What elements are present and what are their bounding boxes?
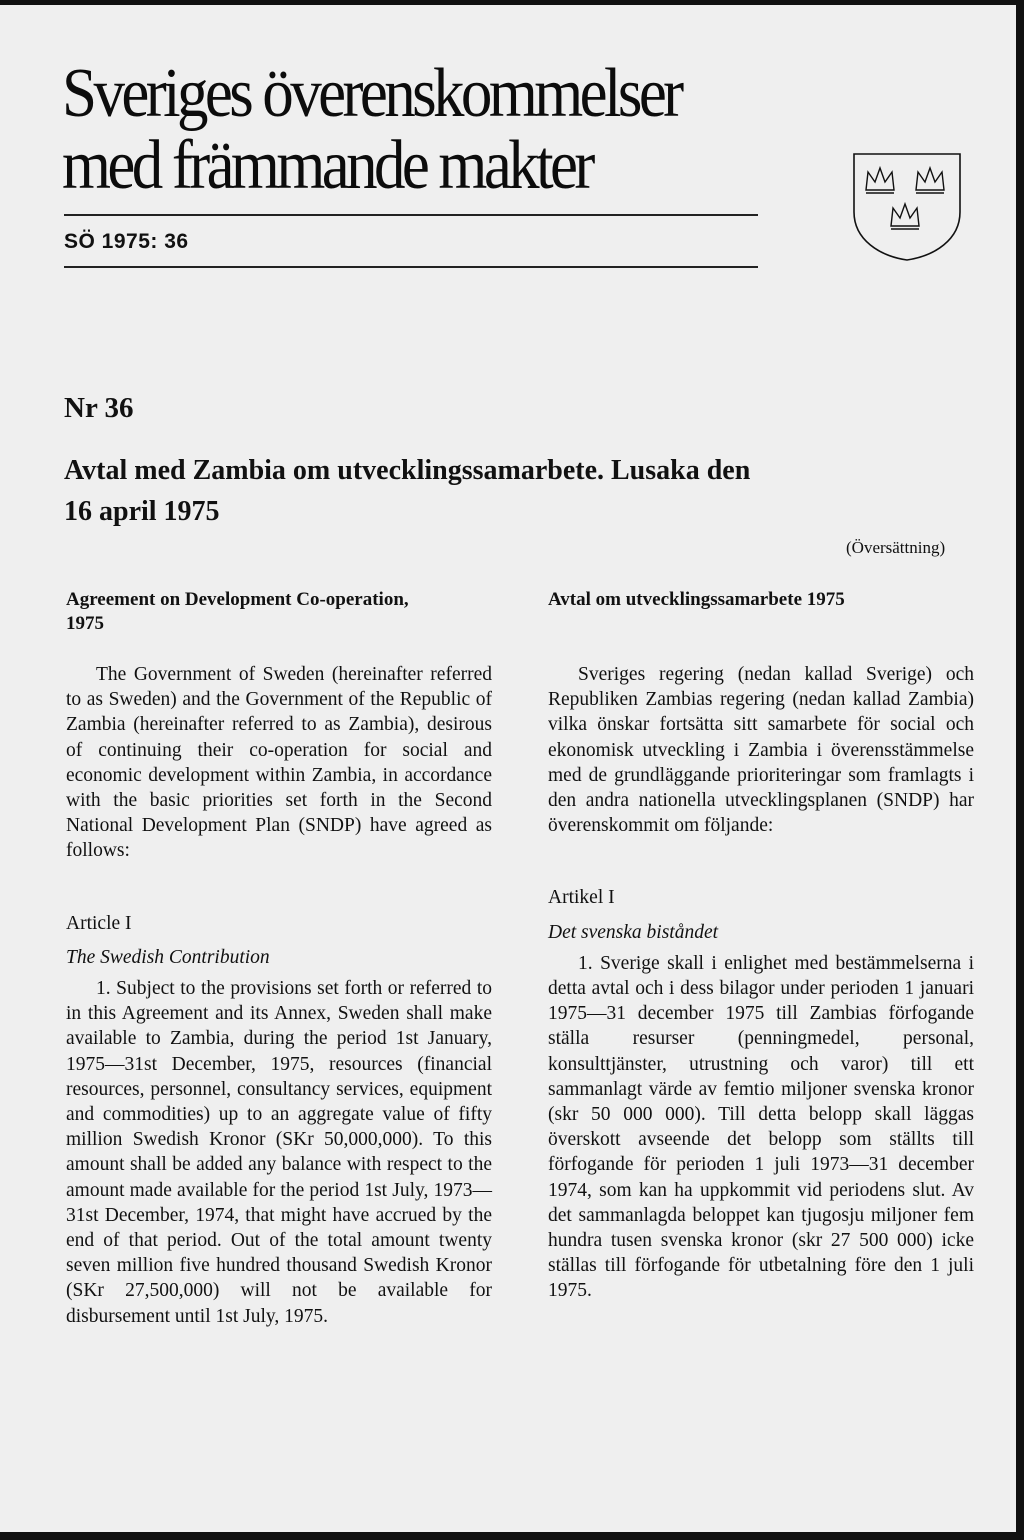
document-title-line-1: Avtal med Zambia om utvecklingssamarbete. Lusaka den <box>64 455 751 486</box>
english-article-title: The Swedish Contribution <box>66 946 270 968</box>
swedish-article-title: Det svenska biståndet <box>548 921 719 943</box>
masthead-line-2: med främmande makter <box>62 127 592 204</box>
english-article-number: Article I <box>66 912 132 934</box>
document-number: Nr 36 <box>64 392 134 424</box>
english-heading <box>66 588 492 636</box>
masthead <box>62 55 728 204</box>
three-crowns-shield-icon <box>848 150 966 262</box>
english-heading-line-1: Agreement on Development Co-operation, <box>66 589 409 610</box>
english-heading-line-2: 1975 <box>66 613 104 634</box>
top-border <box>0 0 1024 5</box>
swedish-paragraph-1: 1. Sverige skall i enlighet med bestämmelserna i detta avtal och i dess bilagor under perioden 1 januari 1975—31 december 1975 till Zambias förfogande ställa resurser (penningmedel, personal, konsulttjänster, utrustning och varor) till ett sammanlagt värde av femtio miljoner svenska kronor (skr 50 000 000). Till detta belopp skall läggas överskott avseende det belopp som ställts till förfogande för perioden 1 juli 1973—31 december 1974, som kan ha uppkommit vid periodens slut. Av det sammanlagda beloppet kan tjugosju miljoner fem hundra tusen svenska kronor (skr 27 500 000) icke ställas till förfogande för utbetalning före den 1 juli 1975. <box>548 952 974 1302</box>
english-column <box>66 588 492 1329</box>
swedish-preamble: Sveriges regering (nedan kallad Sverige) och Republiken Zambias regering (nedan kallad Zambia) vilka önskar fortsätta sitt samarbete för social och ekonomisk utveckling i Zambia i överensstämmelse med de grundläggande prioriteringar som framlagts i den andra nationella utvecklingsplanen (SNDP) har överenskommit om följande: <box>548 664 974 837</box>
swedish-article-number: Artikel I <box>548 887 615 909</box>
document-title-line-2: 16 april 1975 <box>64 496 220 527</box>
masthead-rule-top <box>64 214 758 216</box>
right-border <box>1016 0 1024 1540</box>
english-preamble: The Government of Sweden (hereinafter referred to as Sweden) and the Government of the Republic of Zambia (hereinafter referred to as Zambia), desirous of continuing their co-operation for social and economic development within Zambia, in accordance with the basic priorities set forth in the Second National Development Plan (SNDP) have agreed as follows: <box>66 664 492 862</box>
bottom-border <box>0 1532 1024 1540</box>
translation-note: (Översättning) <box>846 538 946 557</box>
english-paragraph-1: 1. Subject to the provisions set forth or referred to in this Agreement and its Annex, Sweden shall make available to Zambia, during the period 1st January, 1975—31st December, 1975, resources (financial resources, personnel, consultancy services, equipment and commodities) up to an aggregate value of fifty million Swedish Kronor (SKr 50,000,000). To this amount shall be added any balance with respect to the amount made available for the period 1st July, 1973—31st December, 1974, that might have accrued by the end of that period. Out of the total amount twenty seven million five hundred thousand Swedish Kronor (SKr 27,500,000) will not be available for disbursement until 1st July, 1975. <box>66 978 492 1327</box>
masthead-line-1: Sveriges överenskommelser <box>62 55 681 132</box>
series-number: SÖ 1975: 36 <box>64 230 189 253</box>
swedish-column <box>548 588 974 1304</box>
swedish-heading: Avtal om utvecklingssamarbete 1975 <box>548 589 845 610</box>
document-title <box>64 450 784 532</box>
masthead-rule-bottom <box>64 266 758 268</box>
